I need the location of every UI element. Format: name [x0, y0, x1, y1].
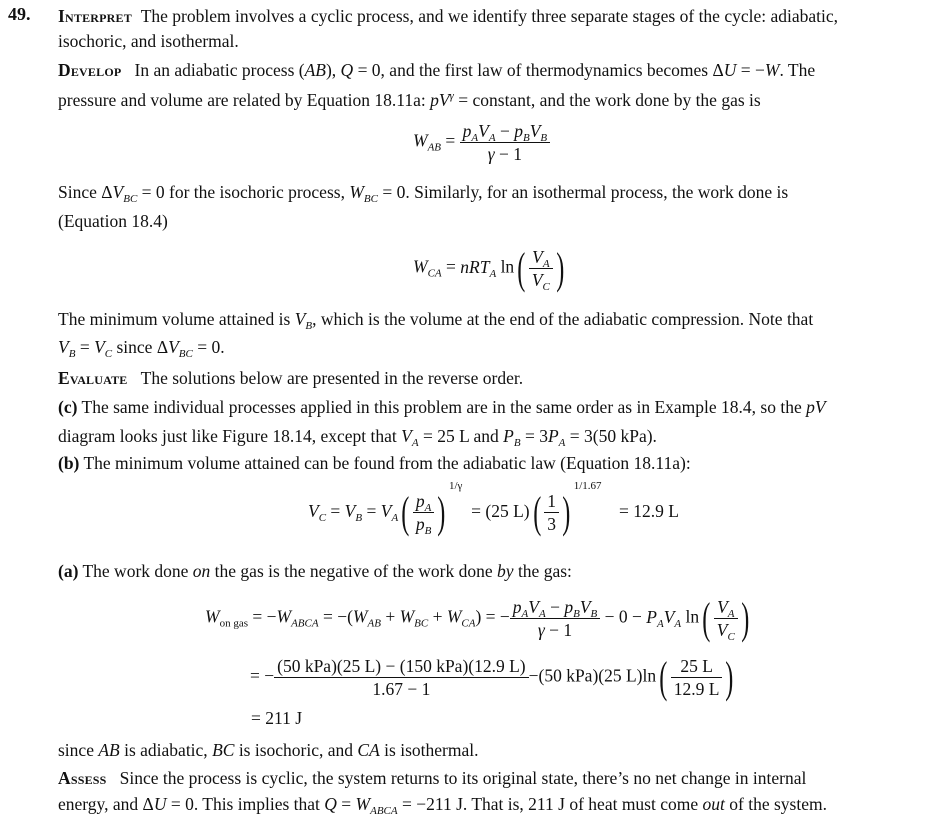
develop-line-4: (Equation 18.4) [58, 211, 168, 231]
evaluate-c-line-2: diagram looks just like Figure 18.14, except that $V_A = 25$ L and $P_B = 3P_A = 3(50$ kPa). [58, 426, 657, 449]
evaluate-line-1: Evaluate The solutions below are presented in the reverse order. [58, 368, 524, 388]
develop-line-1: Develop In an adiabatic process (AB), Q = 0, and the first law of thermodynamics becomes ΔU = −W. The [58, 60, 816, 80]
evaluate-a-line: (a) The work done on the gas is the negative of the work done by the gas: [58, 561, 572, 581]
evaluate-c-line-1: (c) The same individual processes applied in this problem are in the same order as in Example 18.4, so the pV [58, 397, 826, 417]
develop-line-5: The minimum volume attained is $V_B$, which is the volume at the end of the adiabatic compression. Note that [58, 309, 814, 332]
equation-w-ca: $W_{CA} = nRT_A$ ln( $\frac{V_A}{V_C}$ ) [413, 243, 565, 293]
equation-result: = 211 J [251, 708, 303, 728]
develop-label: Develop [58, 60, 122, 80]
develop-line-3: Since $\Delta V_{BC} = 0$ for the isochoric process, $W_{BC} = 0$. Similarly, for an isothermal process, the work done is [58, 182, 789, 205]
problem-number: 49. [8, 4, 31, 24]
develop-line-2: pressure and volume are related by Equation 18.11a: $pV^\gamma$ = constant, and the work done by the gas is [58, 90, 761, 110]
assess-line-1: Assess Since the process is cyclic, the system returns to its original state, there’s no net change in internal [58, 768, 807, 788]
interpret-line-2: isochoric, and isothermal. [58, 31, 239, 51]
interpret-line-1: Interpret The problem involves a cyclic process, and we identify three separate stages of the cycle: adiabatic, [58, 6, 839, 26]
develop-line-6: $V_B = V_C$ since $\Delta V_{BC} = 0$. [58, 337, 225, 360]
assess-line-2: energy, and ΔU = 0. This implies that $Q = W_{ABCA} = -211$ J. That is, 211 J of heat must come out of the system. [58, 794, 827, 817]
equation-w-on-gas: $W_{on gas} = -W_{ABCA} = -(W_{AB} + W_{BC} + W_{CA})$ = − $\frac{p_AV_A - p_BV_B}{\gamma - 1}$ − $0 - P_AV_A$ ln( $\frac{V_A}{V_C}$ ) [205, 593, 750, 643]
interpret-label: Interpret [58, 6, 132, 26]
evaluate-b-line: (b) The minimum volume attained can be found from the adiabatic law (Equation 18.11a): [58, 453, 691, 473]
equation-vc: $V_C = V_B = V_A$( $\frac{p_A}{p_B}$ )$^{1/\gamma}$ = (25 L)( $\frac{1}{3}$ )$^{1/1.67}$ = 12.9 L [308, 480, 679, 538]
assess-label: Assess [58, 768, 107, 788]
evaluate-since-line: since AB is adiabatic, BC is isochoric, and CA is isothermal. [58, 740, 479, 760]
equation-w-ab: $W_{AB}$ = $\frac{p_AV_A - p_BV_B}{\gamma - 1}$ [413, 120, 550, 165]
evaluate-label: Evaluate [58, 368, 128, 388]
equation-numeric: = − $\frac{\text{(50 kPa)(25 L) − (150 kPa)(12.9 L)}}{1.67 - 1}$ −(50 kPa)(25 L)ln( $\frac{25 L}{12.9 L}$ ) [250, 652, 734, 702]
